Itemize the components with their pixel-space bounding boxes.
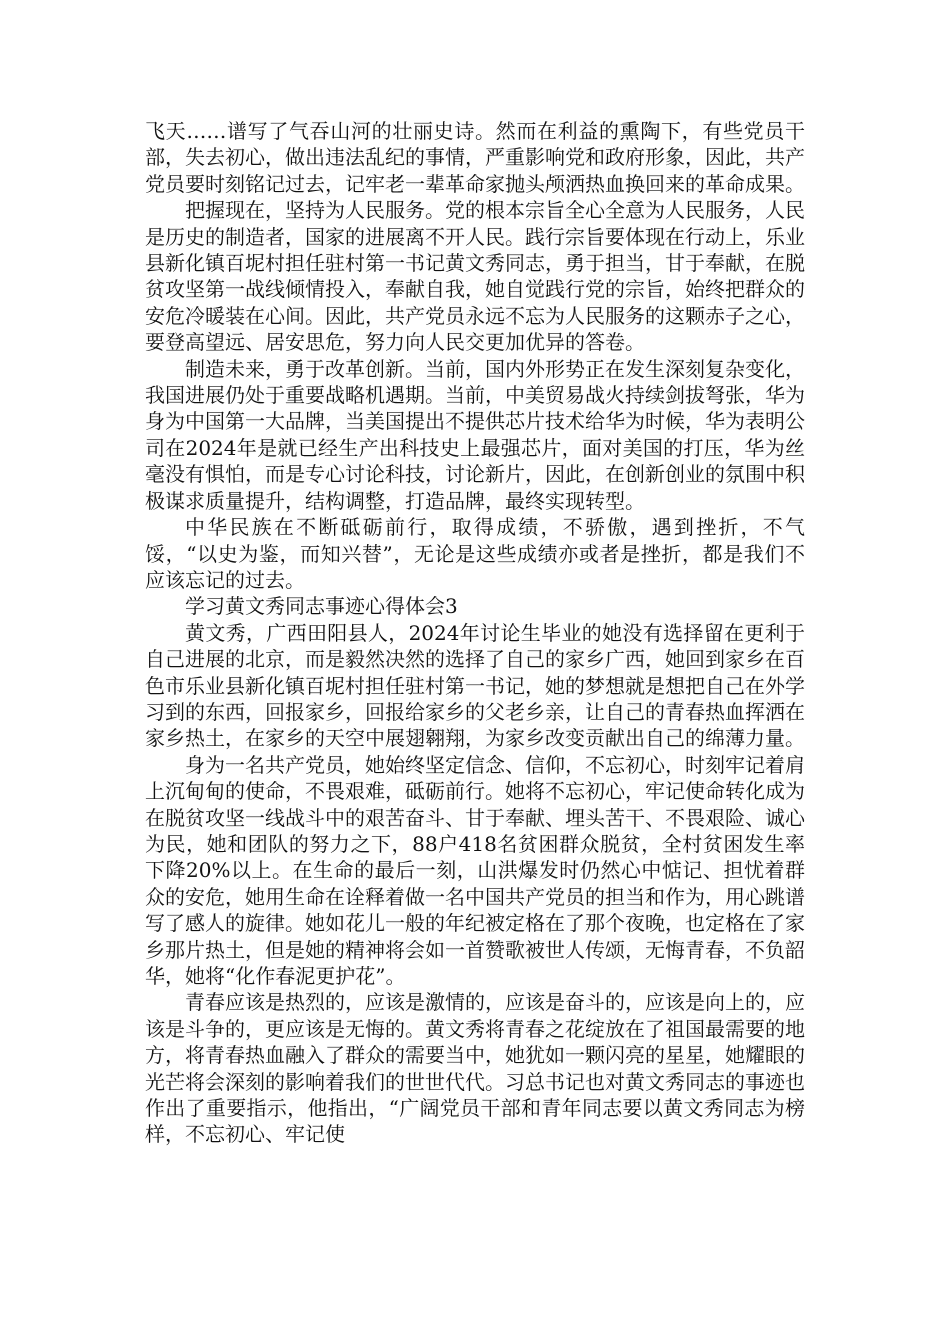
paragraph-6: 身为一名共产党员，她始终坚定信念、信仰，不忘初心，时刻牢记着肩上沉甸甸的使命，不畏艰难，砥砺前行。她将不忘初心，牢记使命转化成为在脱贫攻坚一线战斗中的艰苦奋斗、甘于奉献、埋头苦干、不畏艰险、诚心为民，她和团队的努力之下，88户418名贫困群众脱贫，全村贫困发生率下降20%以上。在生命的最后一刻，山洪爆发时仍然心中惦记、担忧着群众的安危，她用生命在诠释着做一名中国共产党员的担当和作为，用心跳谱写了感人的旋律。她如花儿一般的年纪被定格在了那个夜晚，也定格在了家乡那片热土，但是她的精神将会如一首赞歌被世人传颂，无悔青春，不负韶华，她将“化作春泥更护花”。 — [145, 752, 805, 988]
paragraph-7: 青春应该是热烈的，应该是激情的，应该是奋斗的，应该是向上的，应该是斗争的，更应该是无悔的。黄文秀将青春之花绽放在了祖国最需要的地方，将青春热血融入了群众的需要当中，她犹如一颗闪亮的星星，她耀眼的光芒将会深刻的影响着我们的世世代代。习总书记也对黄文秀同志的事迹也作出了重要指示，他指出，“广阔党员干部和青年同志要以黄文秀同志为榜样，不忘初心、牢记使 — [145, 990, 805, 1147]
document-page — [145, 118, 805, 1148]
paragraph-2: 把握现在，坚持为人民服务。党的根本宗旨全心全意为人民服务，人民是历史的制造者，国家的进展离不开人民。践行宗旨要体现在行动上，乐业县新化镇百坭村担任驻村第一书记黄文秀同志，勇于担当，甘于奉献，在脱贫攻坚第一战线倾情投入，奉献自我，她自觉践行党的宗旨，始终把群众的安危冷暖装在心间。因此，共产党员永远不忘为人民服务的这颗赤子之心，要登高望远、居安思危，努力向人民交更加优异的答卷。 — [145, 198, 805, 355]
paragraph-4: 中华民族在不断砥砺前行，取得成绩，不骄傲，遇到挫折，不气馁，“以史为鉴，而知兴替”，无论是这些成绩亦或者是挫折，都是我们不应该忘记的过去。 — [145, 515, 805, 592]
paragraph-1: 飞天……谱写了气吞山河的壮丽史诗。然而在利益的熏陶下，有些党员干部，失去初心，做出违法乱纪的事情，严重影响党和政府形象，因此，共产党员要时刻铭记过去，记牢老一辈革命家抛头颅洒热血换回来的革命成果。 — [145, 119, 805, 196]
section-heading: 学习黄文秀同志事迹心得体会3 — [185, 594, 458, 619]
paragraph-3: 制造未来，勇于改革创新。当前，国内外形势正在发生深刻复杂变化，我国进展仍处于重要战略机遇期。当前，中美贸易战火持续剑拔弩张，华为身为中国第一大品牌，当美国提出不提供芯片技术给华为时候，华为表明公司在2024年是就已经生产出科技史上最强芯片，面对美国的打压，华为丝毫没有惧怕，而是专心讨论科技，讨论新片，因此，在创新创业的氛围中积极谋求质量提升，结构调整，打造品牌，最终实现转型。 — [145, 356, 805, 513]
paragraph-5: 黄文秀，广西田阳县人，2024年讨论生毕业的她没有选择留在更利于自己进展的北京，而是毅然决然的选择了自己的家乡广西，她回到家乡在百色市乐业县新化镇百坭村担任驻村第一书记，她的梦想就是想把自己在外学习到的东西，回报家乡，回报给家乡的父老乡亲，让自己的青春热血挥洒在家乡热土，在家乡的天空中展翅翱翔，为家乡改变贡献出自己的绵薄力量。 — [145, 620, 805, 751]
